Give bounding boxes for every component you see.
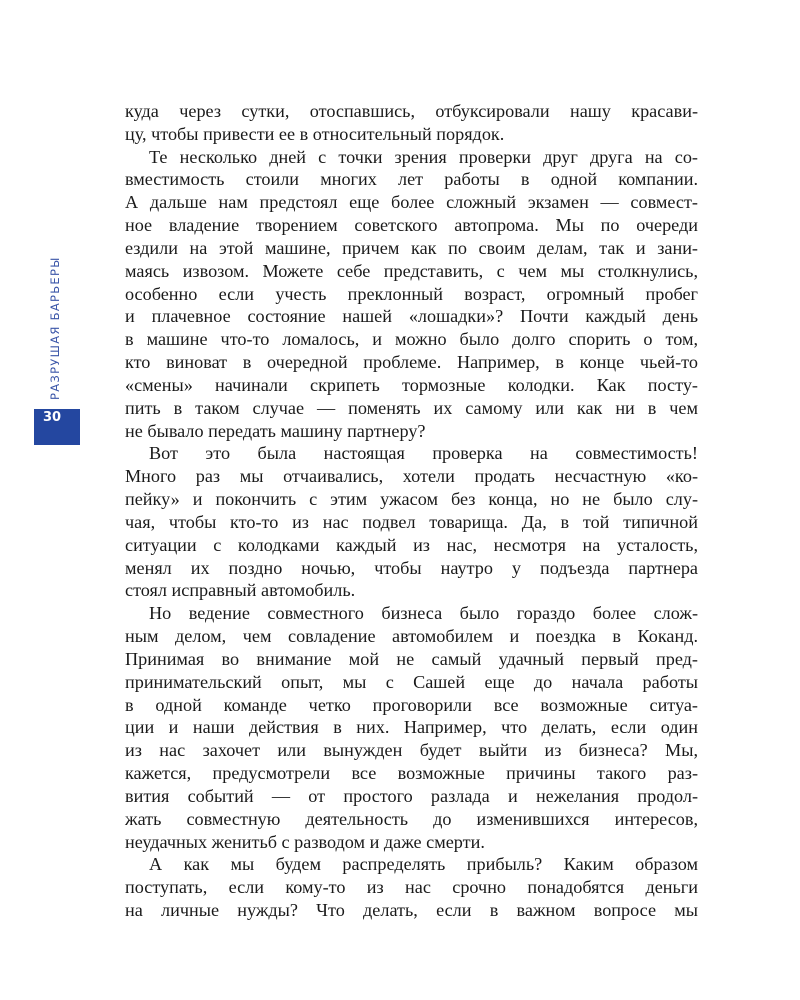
text-line: ездили на этой машине, причем как по своим делам, так и зани- bbox=[125, 237, 698, 258]
text-line: неудачных женитьб с разводом и даже смерти. bbox=[125, 831, 485, 852]
page-number: 30 bbox=[34, 409, 80, 445]
text-line: стоял исправный автомобиль. bbox=[125, 580, 356, 601]
text-line: и плачевное состояние нашей «лошадки»? Почти каждый день bbox=[125, 306, 698, 327]
text-line: ции и наши действия в них. Например, что делать, если один bbox=[125, 717, 698, 738]
running-head bbox=[44, 240, 64, 400]
text-line: не бывало передать машину партнеру? bbox=[125, 420, 426, 441]
text-line: принимательский опыт, мы с Сашей еще до начала работы bbox=[125, 671, 698, 692]
text-line: Принимая во внимание мой не самый удачный первый пред- bbox=[125, 648, 698, 669]
text-line: из нас захочет или вынужден будет выйти из бизнеса? Мы, bbox=[125, 740, 698, 761]
text-line: Много раз мы отчаивались, хотели продать несчастную «ко- bbox=[125, 466, 698, 487]
text-line: Но ведение совместного бизнеса было гораздо более слож- bbox=[149, 603, 698, 624]
text-line: поступать, если кому-то из нас срочно понадобятся деньги bbox=[125, 877, 698, 898]
text-line: вития событий — от простого разлада и нежелания продол- bbox=[125, 785, 698, 806]
text-line: маясь извозом. Можете себе представить, с чем мы столкнулись, bbox=[125, 260, 698, 281]
text-line: пить в таком случае — поменять их самому или как ни в чем bbox=[125, 397, 698, 418]
text-line: пейку» и покончить с этим ужасом без конца, но не было слу- bbox=[125, 489, 698, 510]
text-line: вместимость стоили многих лет работы в одной компании. bbox=[125, 169, 698, 190]
text-line: А как мы будем распределять прибыль? Каким образом bbox=[149, 854, 698, 875]
body-text bbox=[125, 100, 698, 922]
text-line: чая, чтобы кто-то из нас подвел товарища. Да, в той типичной bbox=[125, 511, 698, 532]
text-line: кажется, предусмотрели все возможные причины такого раз- bbox=[125, 763, 698, 784]
running-head-text: РАЗРУШАЯ БАРЬЕРЫ bbox=[48, 256, 62, 400]
text-line: Те несколько дней с точки зрения проверки друг друга на со- bbox=[149, 146, 698, 167]
text-line: «смены» начинали скрипеть тормозные колодки. Как посту- bbox=[125, 374, 698, 395]
text-line: куда через сутки, отоспавшись, отбуксировали нашу красави- bbox=[125, 101, 698, 121]
text-line: ным делом, чем совладение автомобилем и поездка в Коканд. bbox=[125, 626, 698, 647]
text-line: менял их поздно ночью, чтобы наутро у подъезда партнера bbox=[125, 557, 698, 578]
text-line: Вот это была настоящая проверка на совместимость! bbox=[149, 443, 698, 464]
text-line: жать совместную деятельность до изменившихся интересов, bbox=[125, 808, 698, 829]
text-line: цу, чтобы привести ее в относительный порядок. bbox=[125, 123, 505, 144]
text-line: ное владение творением советского автопрома. Мы по очереди bbox=[125, 215, 698, 236]
text-line: в одной команде четко проговорили все возможные ситуа- bbox=[125, 694, 698, 715]
text-line: кто виноват в очередной проблеме. Например, в конце чьей-то bbox=[125, 352, 698, 373]
text-line: в машине что-то ломалось, и можно было долго спорить о том, bbox=[125, 329, 698, 350]
text-line: А дальше нам предстоял еще более сложный экзамен — совмест- bbox=[125, 192, 698, 213]
text-line: особенно если учесть преклонный возраст, огромный пробег bbox=[125, 283, 698, 304]
text-line: на личные нужды? Что делать, если в важном вопросе мы bbox=[125, 899, 698, 920]
text-line: ситуации с колодками каждый из нас, несмотря на усталость, bbox=[125, 534, 698, 555]
